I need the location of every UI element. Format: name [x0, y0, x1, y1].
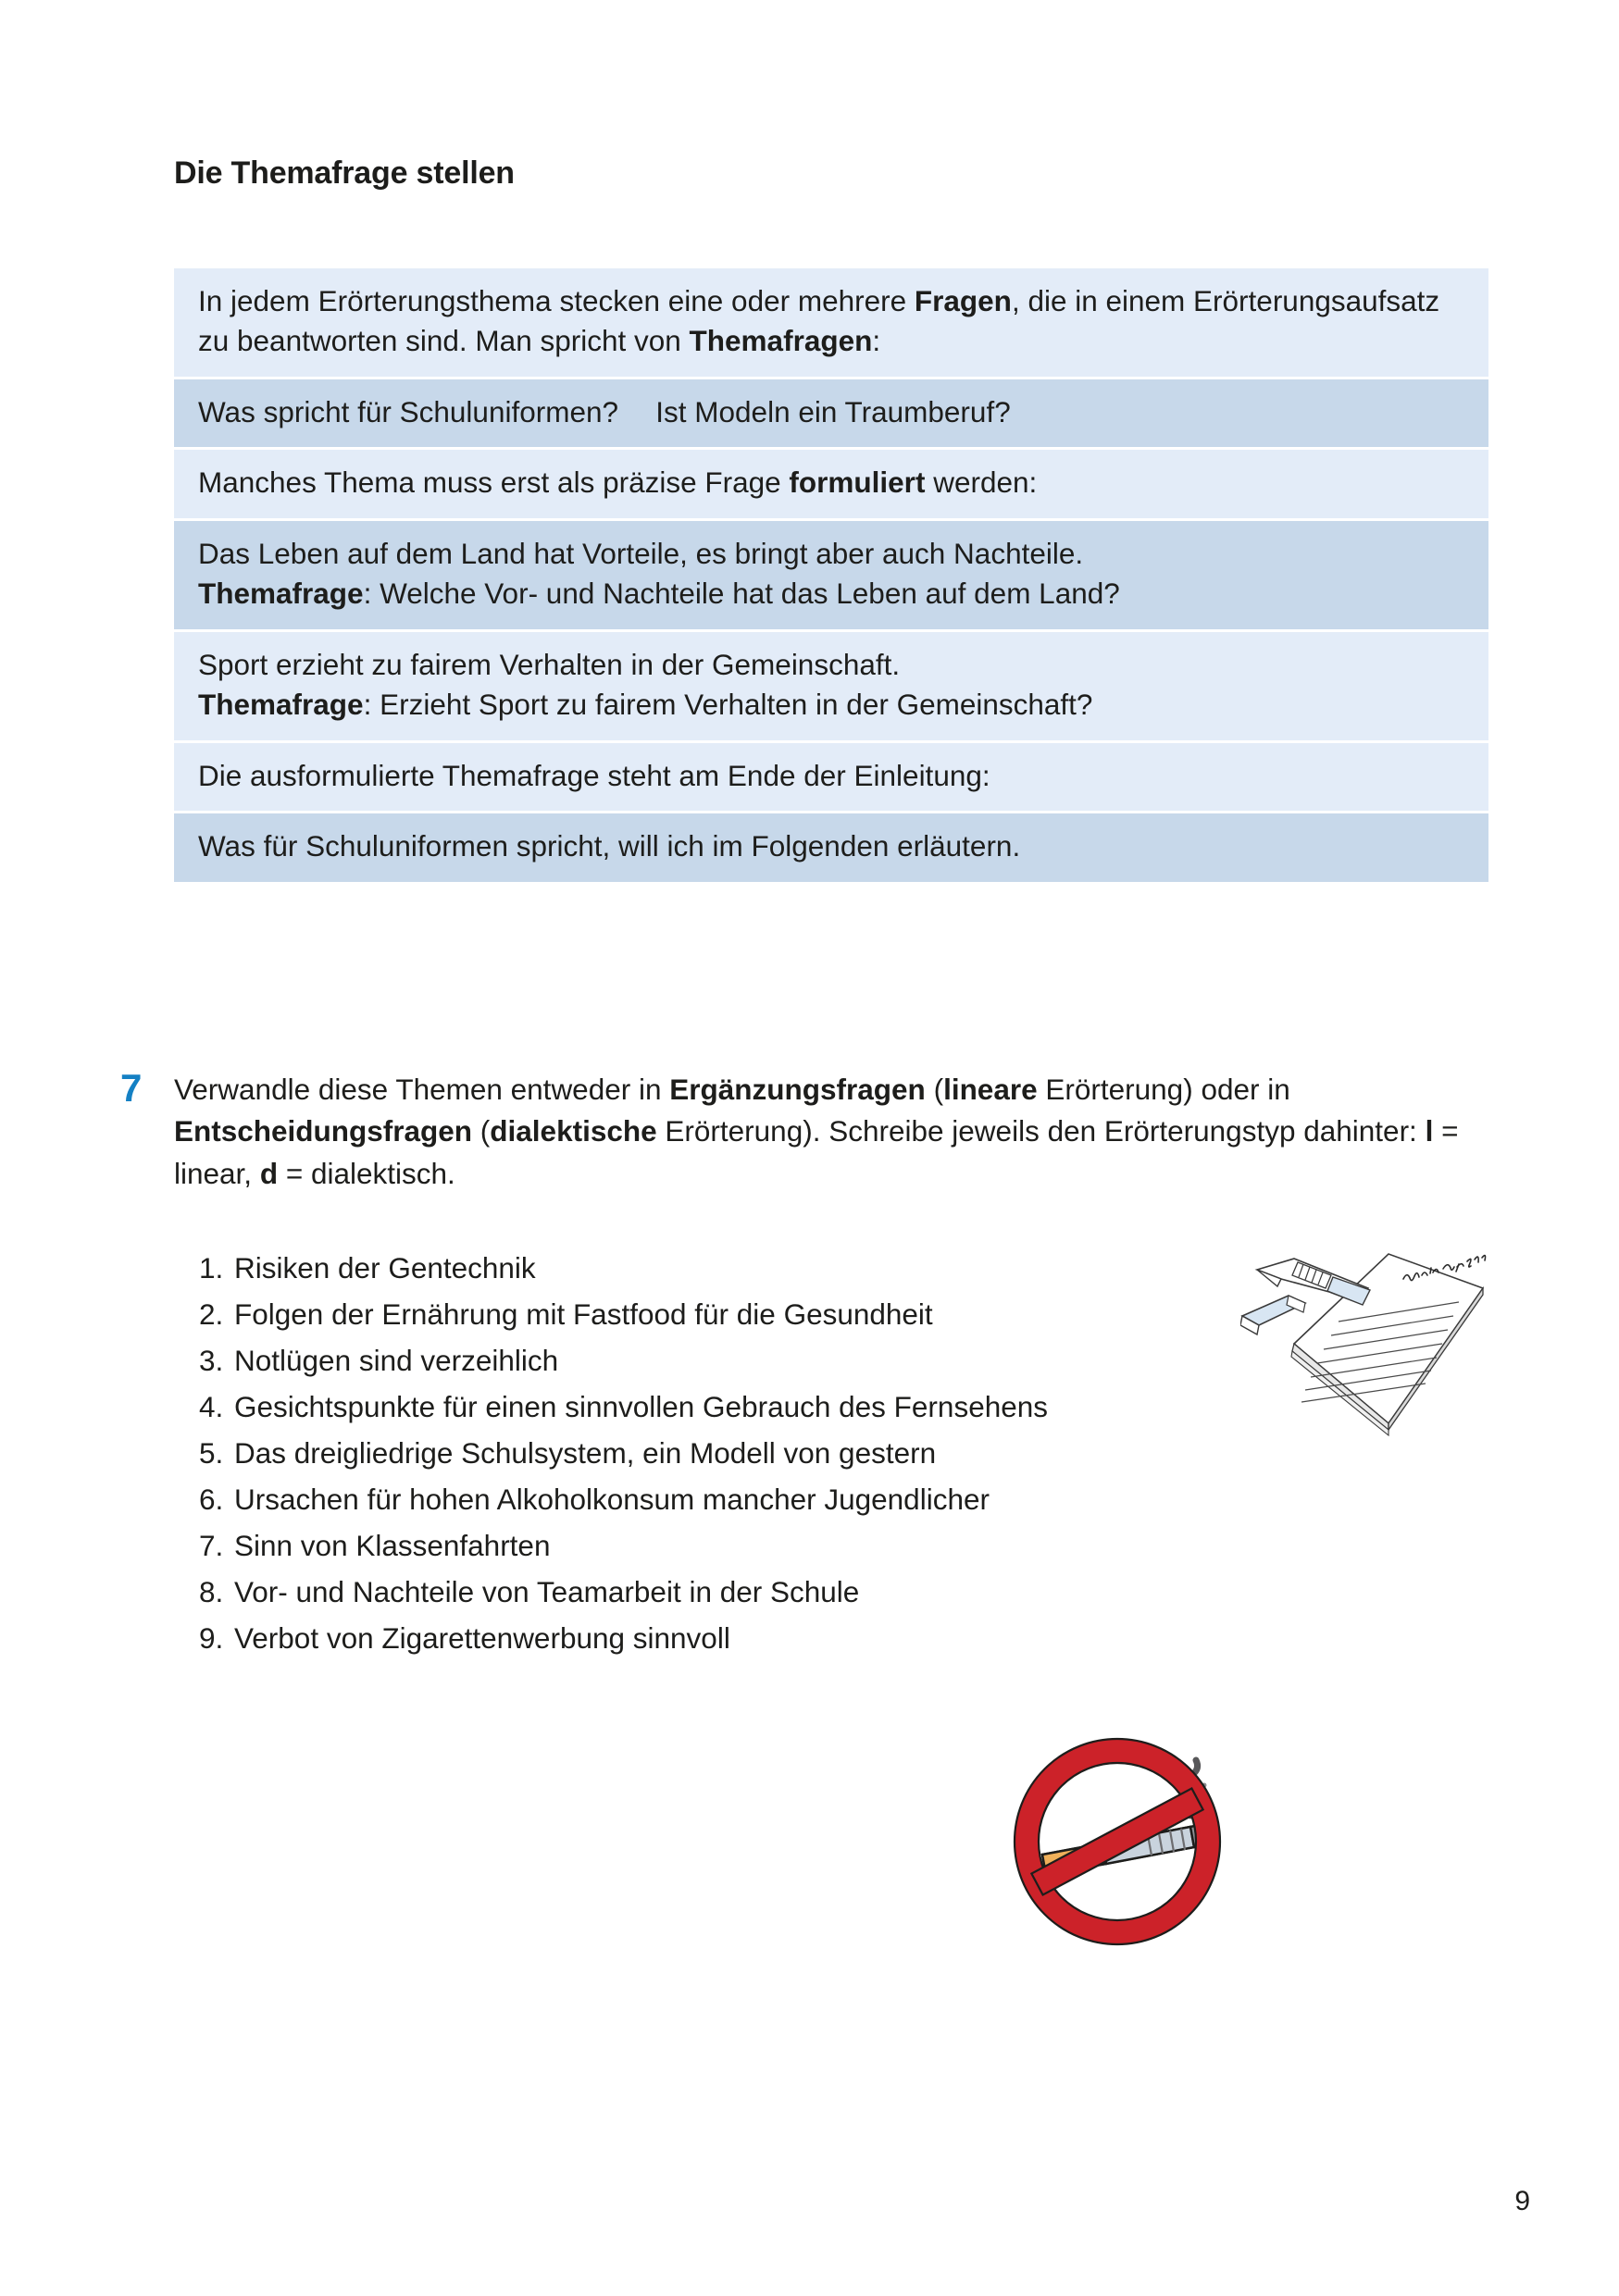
- list-item: [199, 1344, 1254, 1393]
- exercise-instruction: Verwandle diese Themen entweder in Ergänzungsfragen (lineare Erörterung) oder in Entscheidungsfragen (dialektische Erörterung). Schreibe jeweils den Erörterungstyp dahinter: l = linear, d = dialektisch.: [174, 1073, 1459, 1190]
- page-title: Die Themafrage stellen: [174, 155, 515, 191]
- list-item-label: Das dreigliedrige Schulsystem, ein Modell von gestern: [234, 1436, 937, 1470]
- list-item-label: Verbot von Zigarettenwerbung sinnvoll: [234, 1621, 730, 1655]
- list-item-number: 7.: [199, 1529, 224, 1562]
- list-item-label: Notlügen sind verzeihlich: [234, 1344, 559, 1377]
- list-item-number: 9.: [199, 1621, 224, 1655]
- topic-list: [199, 1251, 1254, 1670]
- no-smoking-sign-illustration: [1009, 1731, 1227, 1948]
- emphasis-text: lineare: [943, 1073, 1038, 1106]
- list-item-number: 6.: [199, 1483, 224, 1516]
- exercise-number: 7: [120, 1066, 143, 1110]
- list-item: [199, 1390, 1254, 1439]
- list-item: [199, 1436, 1254, 1485]
- no-smoking-icon: [1009, 1731, 1227, 1948]
- list-item-label: Gesichtspunkte für einen sinnvollen Gebrauch des Fernsehens: [234, 1390, 1049, 1423]
- emphasis-text: Themafrage: [198, 577, 364, 611]
- info-box: [174, 268, 1488, 882]
- emphasis-text: Entscheidungsfragen: [174, 1114, 473, 1148]
- list-item: [199, 1621, 1254, 1670]
- list-item: [199, 1485, 1254, 1532]
- list-item: [199, 1297, 1254, 1347]
- info-row: Das Leben auf dem Land hat Vorteile, es bringt aber auch Nachteile. Themafrage: Welche Vor- und Nachteile hat das Leben auf dem Land?: [174, 521, 1488, 629]
- list-item-label: Sinn von Klassenfahrten: [234, 1529, 551, 1562]
- list-item: [199, 1575, 1254, 1624]
- info-row: Was spricht für Schuluniformen? Ist Modeln ein Traumberuf?: [174, 379, 1488, 447]
- emphasis-text: Themafragen: [689, 324, 873, 358]
- exercise-block: [120, 1066, 1490, 1195]
- info-row: Manches Thema muss erst als präzise Frage formuliert werden:: [174, 450, 1488, 517]
- emphasis-text: formuliert: [789, 465, 926, 500]
- list-item-label: Vor- und Nachteile von Teamarbeit in der Schule: [234, 1575, 860, 1608]
- list-item-label: Risiken der Gentechnik: [234, 1251, 536, 1285]
- list-item-label: Ursachen für hohen Alkoholkonsum mancher Jugendlicher: [234, 1483, 990, 1516]
- list-item: [199, 1529, 1254, 1578]
- info-row: Sport erzieht zu fairem Verhalten in der Gemeinschaft. Themafrage: Erzieht Sport zu fairem Verhalten in der Gemeinschaft?: [174, 632, 1488, 740]
- info-row: In jedem Erörterungsthema stecken eine oder mehrere Fragen, die in einem Erörterungsaufsatz zu beantworten sind. Man spricht von Themafragen:: [174, 268, 1488, 377]
- info-row: Die ausformulierte Themafrage steht am Ende der Einleitung:: [174, 743, 1488, 811]
- list-item-label: Folgen der Ernährung mit Fastfood für die Gesundheit: [234, 1297, 933, 1331]
- notepad-with-pen-illustration: [1240, 1231, 1509, 1444]
- emphasis-text: Themafrage: [198, 688, 364, 722]
- emphasis-text: l: [1425, 1114, 1434, 1148]
- list-item-number: 8.: [199, 1575, 224, 1608]
- list-item-number: 5.: [199, 1436, 224, 1470]
- info-row: Was für Schuluniformen spricht, will ich im Folgenden erläutern.: [174, 813, 1488, 881]
- exercise-heading: [120, 1066, 1490, 1195]
- page-number: 9: [1514, 2186, 1530, 2216]
- list-item: [199, 1251, 1254, 1300]
- list-item-number: 2.: [199, 1297, 224, 1331]
- list-item-number: 1.: [199, 1251, 224, 1285]
- emphasis-text: dialektische: [490, 1114, 657, 1148]
- list-item-number: 3.: [199, 1344, 224, 1377]
- emphasis-text: d: [259, 1156, 279, 1190]
- list-item-number: 4.: [199, 1390, 224, 1423]
- emphasis-text: Fragen: [914, 284, 1012, 317]
- emphasis-text: Ergänzungsfragen: [669, 1073, 926, 1106]
- notepad-icon: [1240, 1231, 1509, 1444]
